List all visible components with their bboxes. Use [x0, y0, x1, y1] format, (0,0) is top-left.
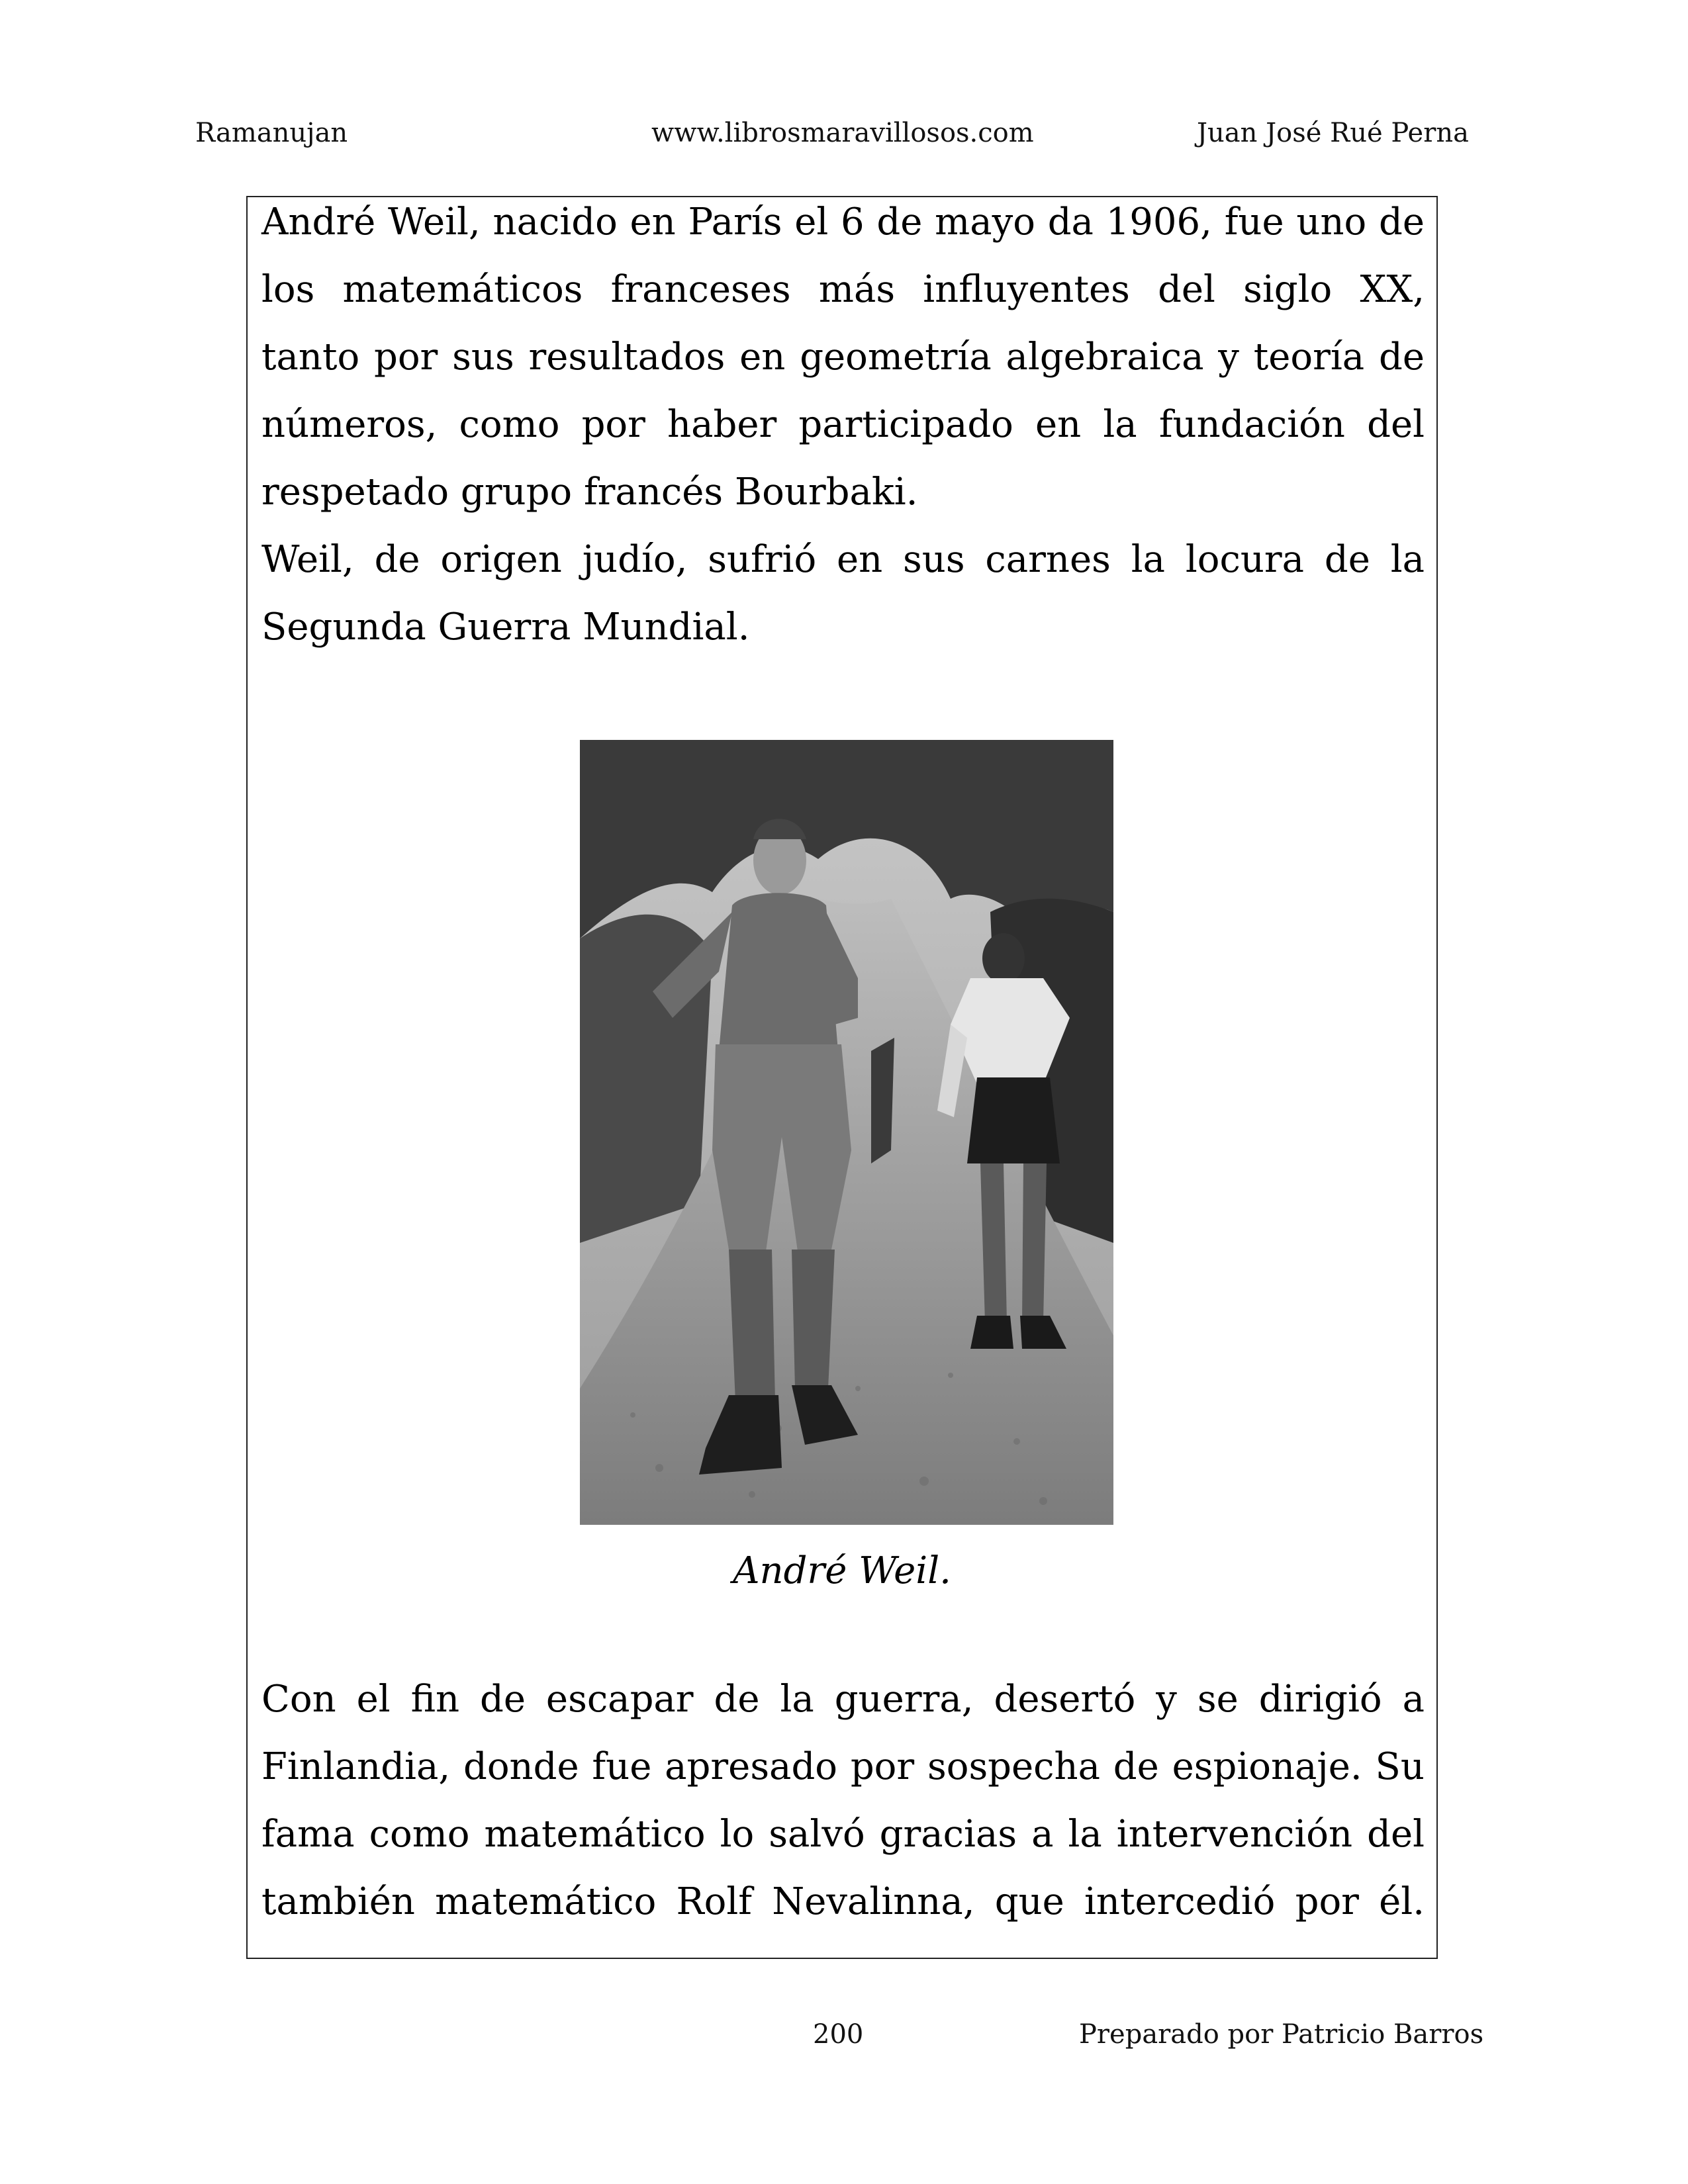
andre-weil-photo	[580, 740, 1113, 1525]
paragraph-2-line: Segunda Guerra Mundial.	[261, 606, 750, 649]
photo-caption: André Weil.	[733, 1549, 951, 1592]
paragraph-1-line: números, como por haber participado en la fundación del	[261, 403, 1425, 446]
paragraph-1-line: los matemáticos franceses más influyentes del siglo XX,	[261, 268, 1425, 311]
paragraph-3-line: Con el fin de escapar de la guerra, desertó y se dirigió a	[261, 1678, 1425, 1721]
footer-credit: Preparado por Patricio Barros	[1079, 2019, 1484, 2050]
running-header-title: Ramanujan	[195, 118, 348, 148]
running-header-url[interactable]: www.librosmaravillosos.com	[651, 118, 1034, 148]
paragraph-1-line: tanto por sus resultados en geometría algebraica y teoría de	[261, 336, 1425, 379]
paragraph-3-line: fama como matemático lo salvó gracias a la intervención del	[261, 1813, 1425, 1856]
paragraph-3-line: Finlandia, donde fue apresado por sospecha de espionaje. Su	[261, 1745, 1425, 1788]
page-number: 200	[813, 2019, 864, 2050]
running-header-author: Juan José Rué Perna	[1197, 118, 1469, 148]
paragraph-3-line: también matemático Rolf Nevalinna, que intercedió por él.	[261, 1880, 1425, 1923]
paragraph-2-line: Weil, de origen judío, sufrió en sus carnes la locura de la	[261, 538, 1425, 581]
paragraph-1-line: respetado grupo francés Bourbaki.	[261, 471, 918, 514]
paragraph-1-line: André Weil, nacido en París el 6 de mayo da 1906, fue uno de	[261, 201, 1425, 244]
